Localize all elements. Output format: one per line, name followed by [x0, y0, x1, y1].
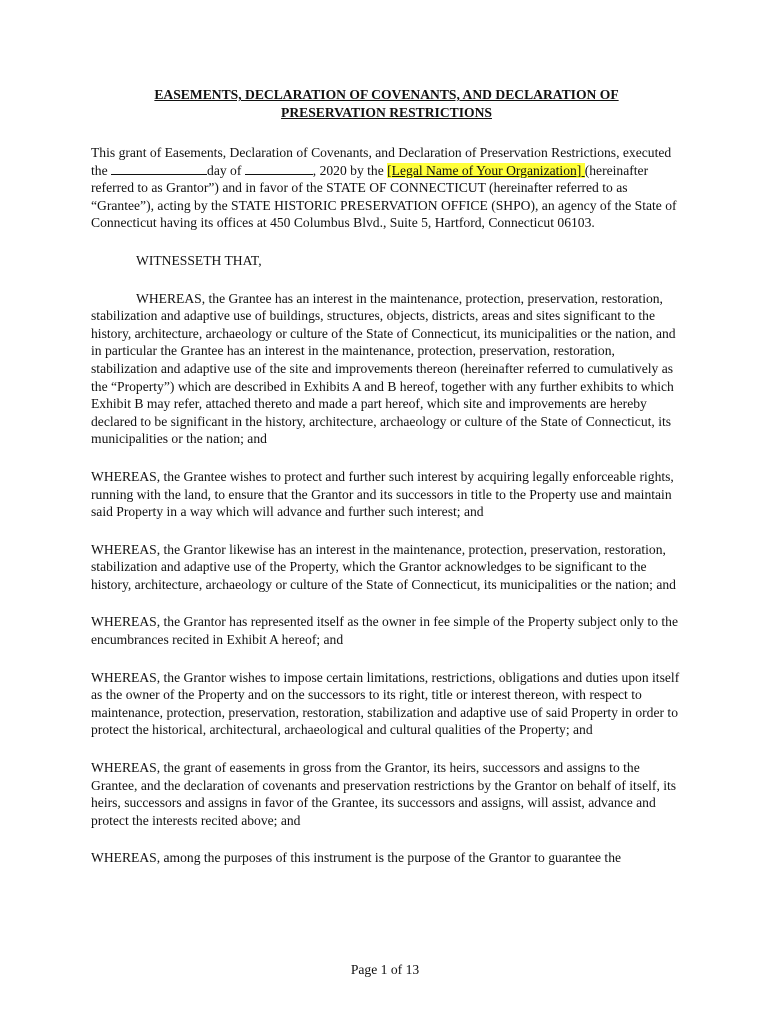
intro-text-3: , 2020 by the: [312, 162, 388, 178]
date-month-blank[interactable]: [245, 162, 313, 175]
date-day-blank[interactable]: [111, 162, 207, 175]
whereas-paragraph-7: WHEREAS, among the purposes of this instrument is the purpose of the Grantor to guarantee the: [91, 850, 622, 866]
title-line-1: EASEMENTS, DECLARATION OF COVENANTS, AND DECLARATION OF: [154, 87, 619, 102]
intro-text-4: (hereinafter referred to as Grantor”) and in favor of the STATE OF CONNECTICUT (hereinafter referred to as “Grantee”), acting by the STATE HISTORIC PRESERVATION OFFICE (SHPO), an agency of the State of Connecticut having its offices at 450 Columbus Blvd., Suite 5, Hartford, Connecticut 06103.: [91, 162, 677, 231]
witnesseth-heading: WITNESSETH THAT,: [136, 252, 262, 268]
organization-name-placeholder[interactable]: [Legal Name of Your Organization]: [387, 162, 585, 178]
whereas-paragraph-1: WHEREAS, the Grantee has an interest in the maintenance, protection, preservation, restoration, stabilization and adaptive use of buildings, structures, objects, districts, areas and sites significant to the history, architecture, archaeology or culture of the State of Connecticut, its municipalities or the nation, and in particular the Grantee has an interest in the maintenance, protection, preservation, restoration, stabilization and adaptive use of the site and improvements thereon (hereinafter referred to cumulatively as the “Property”) which are described in Exhibits A and B hereof, together with any further exhibits to which Exhibit B may refer, attached thereto and made a part hereof, which site and improvements are hereby declared to be significant in the history, architecture, archaeology or culture of the State of Connecticut, its municipalities or the nation; and: [91, 290, 676, 447]
whereas-paragraph-3: WHEREAS, the Grantor likewise has an interest in the maintenance, protection, preservation, restoration, stabilization and adaptive use of the Property, which the Grantor acknowledges to be significant to the history, architecture, archaeology or culture of the State of Connecticut, its municipalities or the nation; and: [91, 541, 676, 592]
whereas-paragraph-6: WHEREAS, the grant of easements in gross from the Grantor, its heirs, successors and assigns to the Grantee, and the declaration of covenants and preservation restrictions by the Grantor on behalf of itself, its heirs, successors and assigns in favor of the Grantee, its successors and assigns, will assist, advance and protect the interests recited above; and: [91, 760, 677, 828]
title-line-2: PRESERVATION RESTRICTIONS: [281, 105, 492, 120]
intro-text-2: day of: [207, 162, 245, 178]
whereas-paragraph-2: WHEREAS, the Grantee wishes to protect and further such interest by acquiring legally enforceable rights, running with the land, to ensure that the Grantor and its successors in title to the Property use and maintain said Property in a way which will advance and further such interest; and: [91, 468, 674, 520]
whereas-paragraph-4: WHEREAS, the Grantor has represented itself as the owner in fee simple of the Property subject only to the encumbrances recited in Exhibit A hereof; and: [91, 614, 679, 648]
intro-paragraph: [91, 144, 682, 232]
intro-text-1: This grant of Easements, Declaration of Covenants, and Declaration of Preservation Restrictions, executed the: [91, 145, 672, 178]
page-number: Page 1 of 13: [350, 962, 420, 977]
document-title: [91, 86, 682, 122]
whereas-paragraph-5: WHEREAS, the Grantor wishes to impose certain limitations, restrictions, obligations and duties upon itself as the owner of the Property and on the successors to its right, title or interest thereon, with respect to maintenance, protection, preservation, restoration, stabilization and adaptive use of said Property in order to protect the historical, architectural, archaeological and cultural qualities of the Property; and: [91, 669, 680, 738]
